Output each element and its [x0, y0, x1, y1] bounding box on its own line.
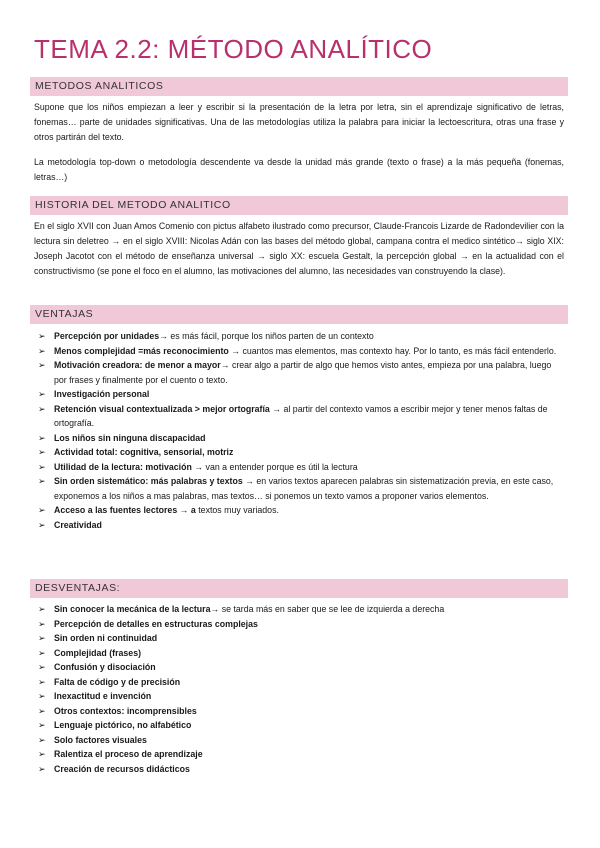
arrow-bullet-icon: ➢: [38, 763, 46, 774]
arrow-bullet-icon: ➢: [38, 461, 46, 472]
list-item-bold: Falta de código y de precisión: [54, 676, 181, 687]
list-item-bold: Inexactitud e invención: [54, 691, 152, 701]
arrow-bullet-icon: ➢: [38, 389, 46, 399]
list-item: [38, 617, 566, 632]
list-item-bold: Investigación personal: [54, 389, 150, 399]
section-heading-desventajas: DESVENTAJAS:: [30, 579, 568, 598]
list-item-bold: Complejidad (frases): [54, 647, 142, 658]
list-item: [38, 518, 566, 533]
list-item-bold: Retención visual contextualizada > mejor ortografía: [54, 403, 270, 414]
list-item: [38, 460, 566, 475]
arrow-bullet-icon: ➢: [38, 691, 46, 701]
list-item: [38, 733, 566, 748]
list-item: [38, 474, 566, 503]
arrow-bullet-icon: ➢: [38, 519, 46, 530]
list-item-text: → cuantos mas elementos, mas contexto hay. Por lo tanto, es más fácil entenderlo.: [228, 345, 557, 356]
arrow-bullet-icon: ➢: [38, 662, 46, 672]
arrow-bullet-icon: ➢: [38, 647, 46, 658]
arrow-bullet-icon: ➢: [38, 331, 46, 341]
section-heading-ventajas: VENTAJAS: [30, 305, 568, 324]
list-item: [38, 675, 566, 690]
page-title: TEMA 2.2: MÉTODO ANALÍTICO: [34, 34, 433, 64]
list-item: [38, 631, 566, 646]
list-item-bold: Creación de recursos didácticos: [54, 763, 190, 774]
paragraph-historia: En el siglo XVII con Juan Amos Comenio con pictus alfabeto ilustrado como precursor, Claude-Francois Lizarde de Radondevilier con la lectura sin deletreo → en el siglo XVIII: Nicolas Adán con las bases del método global, campana contra el medico sintético→ siglo XIX: Joseph Jacotot con el método de enseñanza universal → siglo XX: escuela Gestalt, la percepción global → en la actualidad con el constructivismo (se pone el foco en el alumno, las motivaciones del alumno, las necesidades van construyendo la clase).: [34, 221, 564, 276]
arrow-bullet-icon: ➢: [38, 403, 46, 414]
arrow-bullet-icon: ➢: [38, 476, 46, 486]
desventajas-list: [38, 602, 566, 776]
list-item-bold: Sin orden ni continuidad: [54, 633, 158, 643]
paragraph-metodos-1: Supone que los niños empiezan a leer y escribir si la presentación de la letra por letra, sin el aprendizaje significativo de letras, fonemas… parte de unidades significativas. Una de las metodologías utiliza la palabra para iniciar la lectoescritura, otras una frase y otros partirán del texto.: [34, 102, 564, 142]
list-item-bold: Lenguaje pictórico, no alfabético: [54, 720, 192, 730]
section-heading-historia: HISTORIA DEL METODO ANALITICO: [30, 196, 568, 215]
arrow-bullet-icon: ➢: [38, 749, 46, 759]
list-item-bold: Confusión y disociación: [54, 662, 156, 672]
list-item-bold: Ralentiza el proceso de aprendizaje: [54, 749, 203, 759]
arrow-bullet-icon: ➢: [38, 505, 46, 515]
arrow-bullet-icon: ➢: [38, 705, 46, 716]
list-item-text: → van a entender porque es útil la lectura: [191, 461, 358, 472]
list-item: [38, 503, 566, 518]
list-item-bold: Menos complejidad =más reconocimiento: [54, 345, 229, 356]
list-item: [38, 646, 566, 661]
arrow-bullet-icon: ➢: [38, 432, 46, 443]
list-item: [38, 358, 566, 387]
list-item-bold: Los niños sin ninguna discapacidad: [54, 432, 206, 443]
list-item-bold: Utilidad de la lectura: motivación: [54, 461, 192, 472]
list-item: [38, 329, 566, 344]
list-item-text: → al partir del contexto vamos a escribir mejor y tener menos faltas de ortografía.: [54, 403, 548, 428]
list-item-text: es más fácil, porque los niños parten de un contexto: [167, 331, 374, 341]
list-item: [38, 431, 566, 446]
list-item-text: textos muy variados.: [195, 505, 279, 515]
list-item-bold: Actividad total: cognitiva, sensorial, motriz: [54, 447, 234, 457]
list-item: [38, 660, 566, 675]
arrow-bullet-icon: ➢: [38, 604, 46, 614]
list-item: [38, 718, 566, 733]
list-item: [38, 387, 566, 402]
ventajas-list: [38, 329, 566, 532]
list-item: [38, 402, 566, 431]
list-item-bold: Solo factores visuales: [54, 734, 147, 745]
paragraph-metodos-2: La metodología top-down o metodología descendente va desde la unidad más grande (texto o frase) a la más pequeña (fonemas, letras…): [34, 157, 564, 182]
arrow-bullet-icon: ➢: [38, 633, 46, 643]
list-item-bold: Percepción por unidades→: [54, 331, 168, 341]
list-item-text: → en varios textos aparecen palabras sin sistematización previa, en este caso, exponemos a los niños a mas palabras, mas textos… si ponemos un texto vamos a proponer varios elementos.: [54, 476, 554, 501]
list-item: [38, 602, 566, 617]
list-item: [38, 704, 566, 719]
list-item: [38, 344, 566, 359]
list-item-bold: Motivación creadora: de menor a mayor→: [54, 360, 230, 370]
section-heading-metodos-analiticos: METODOS ANALITICOS: [30, 77, 568, 96]
list-item-bold: Percepción de detalles en estructuras complejas: [54, 618, 258, 629]
arrow-bullet-icon: ➢: [38, 345, 46, 356]
arrow-bullet-icon: ➢: [38, 360, 46, 370]
list-item-text: crear algo a partir de algo que hemos visto antes, empieza por una palabra, luego por frases y finalmente por el cuento o texto.: [54, 360, 552, 385]
arrow-bullet-icon: ➢: [38, 676, 46, 687]
arrow-bullet-icon: ➢: [38, 734, 46, 745]
list-item-bold: Creatividad: [54, 519, 102, 530]
arrow-bullet-icon: ➢: [38, 618, 46, 629]
list-item-bold: Otros contextos: incomprensibles: [54, 705, 197, 716]
arrow-bullet-icon: ➢: [38, 720, 46, 730]
list-item-text: → se tarda más en saber que se lee de izquierda a derecha: [210, 604, 445, 614]
list-item: [38, 762, 566, 777]
arrow-bullet-icon: ➢: [38, 447, 46, 457]
list-item-bold: Acceso a las fuentes lectores → a: [54, 505, 196, 515]
list-item: [38, 445, 566, 460]
list-item: [38, 689, 566, 704]
list-item: [38, 747, 566, 762]
list-item-bold: Sin conocer la mecánica de la lectura: [54, 604, 211, 614]
list-item-bold: Sin orden sistemático: más palabras y textos: [54, 476, 243, 486]
